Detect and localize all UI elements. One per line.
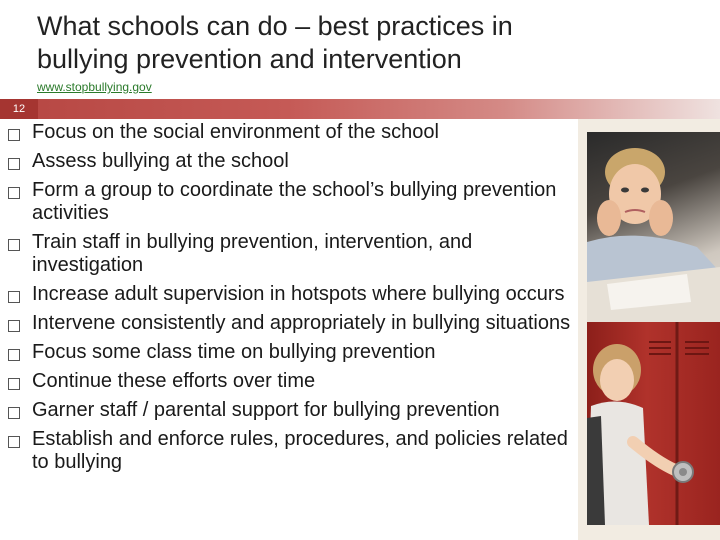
bullet-text: Form a group to coordinate the school’s bullying prevention activities — [32, 179, 557, 224]
checkbox-bullet-icon — [8, 158, 20, 170]
bullet-text: Garner staff / parental support for bullying prevention — [32, 399, 500, 421]
checkbox-bullet-icon — [8, 187, 20, 199]
photo-boy-resting-head-on-desk — [587, 132, 720, 322]
list-item — [6, 370, 576, 393]
list-item — [6, 312, 576, 335]
list-item — [6, 341, 576, 364]
bullet-text: Focus some class time on bullying prevention — [32, 341, 436, 363]
girl-illustration — [587, 322, 720, 525]
bullet-text: Increase adult supervision in hotspots where bullying occurs — [32, 283, 565, 305]
slide-title: What schools can do – best practices in bullying prevention and intervention — [37, 11, 513, 74]
slide-header-bar — [0, 99, 720, 119]
checkbox-bullet-icon — [8, 291, 20, 303]
bullet-text: Train staff in bullying prevention, intervention, and investigation — [32, 231, 473, 276]
checkbox-bullet-icon — [8, 378, 20, 390]
bullet-list — [6, 121, 576, 480]
bullet-text: Intervene consistently and appropriately in bullying situations — [32, 312, 571, 334]
checkbox-bullet-icon — [8, 436, 20, 448]
checkbox-bullet-icon — [8, 320, 20, 332]
list-item — [6, 231, 576, 277]
bullet-text: Establish and enforce rules, procedures, and policies related to bullying — [32, 428, 568, 473]
source-link[interactable]: www.stopbullying.gov — [37, 80, 152, 94]
list-item — [6, 428, 576, 474]
checkbox-bullet-icon — [8, 129, 20, 141]
list-item — [6, 399, 576, 422]
list-item — [6, 179, 576, 225]
list-item — [6, 121, 576, 144]
list-item — [6, 283, 576, 306]
photo-girl-at-red-lockers — [587, 322, 720, 525]
checkbox-bullet-icon — [8, 407, 20, 419]
slide-number: 12 — [0, 99, 38, 119]
list-item — [6, 150, 576, 173]
bullet-text: Continue these efforts over time — [32, 370, 316, 392]
checkbox-bullet-icon — [8, 239, 20, 251]
bullet-text: Assess bullying at the school — [32, 150, 289, 172]
bullet-text: Focus on the social environment of the school — [32, 121, 439, 143]
checkbox-bullet-icon — [8, 349, 20, 361]
boy-illustration — [587, 132, 720, 322]
